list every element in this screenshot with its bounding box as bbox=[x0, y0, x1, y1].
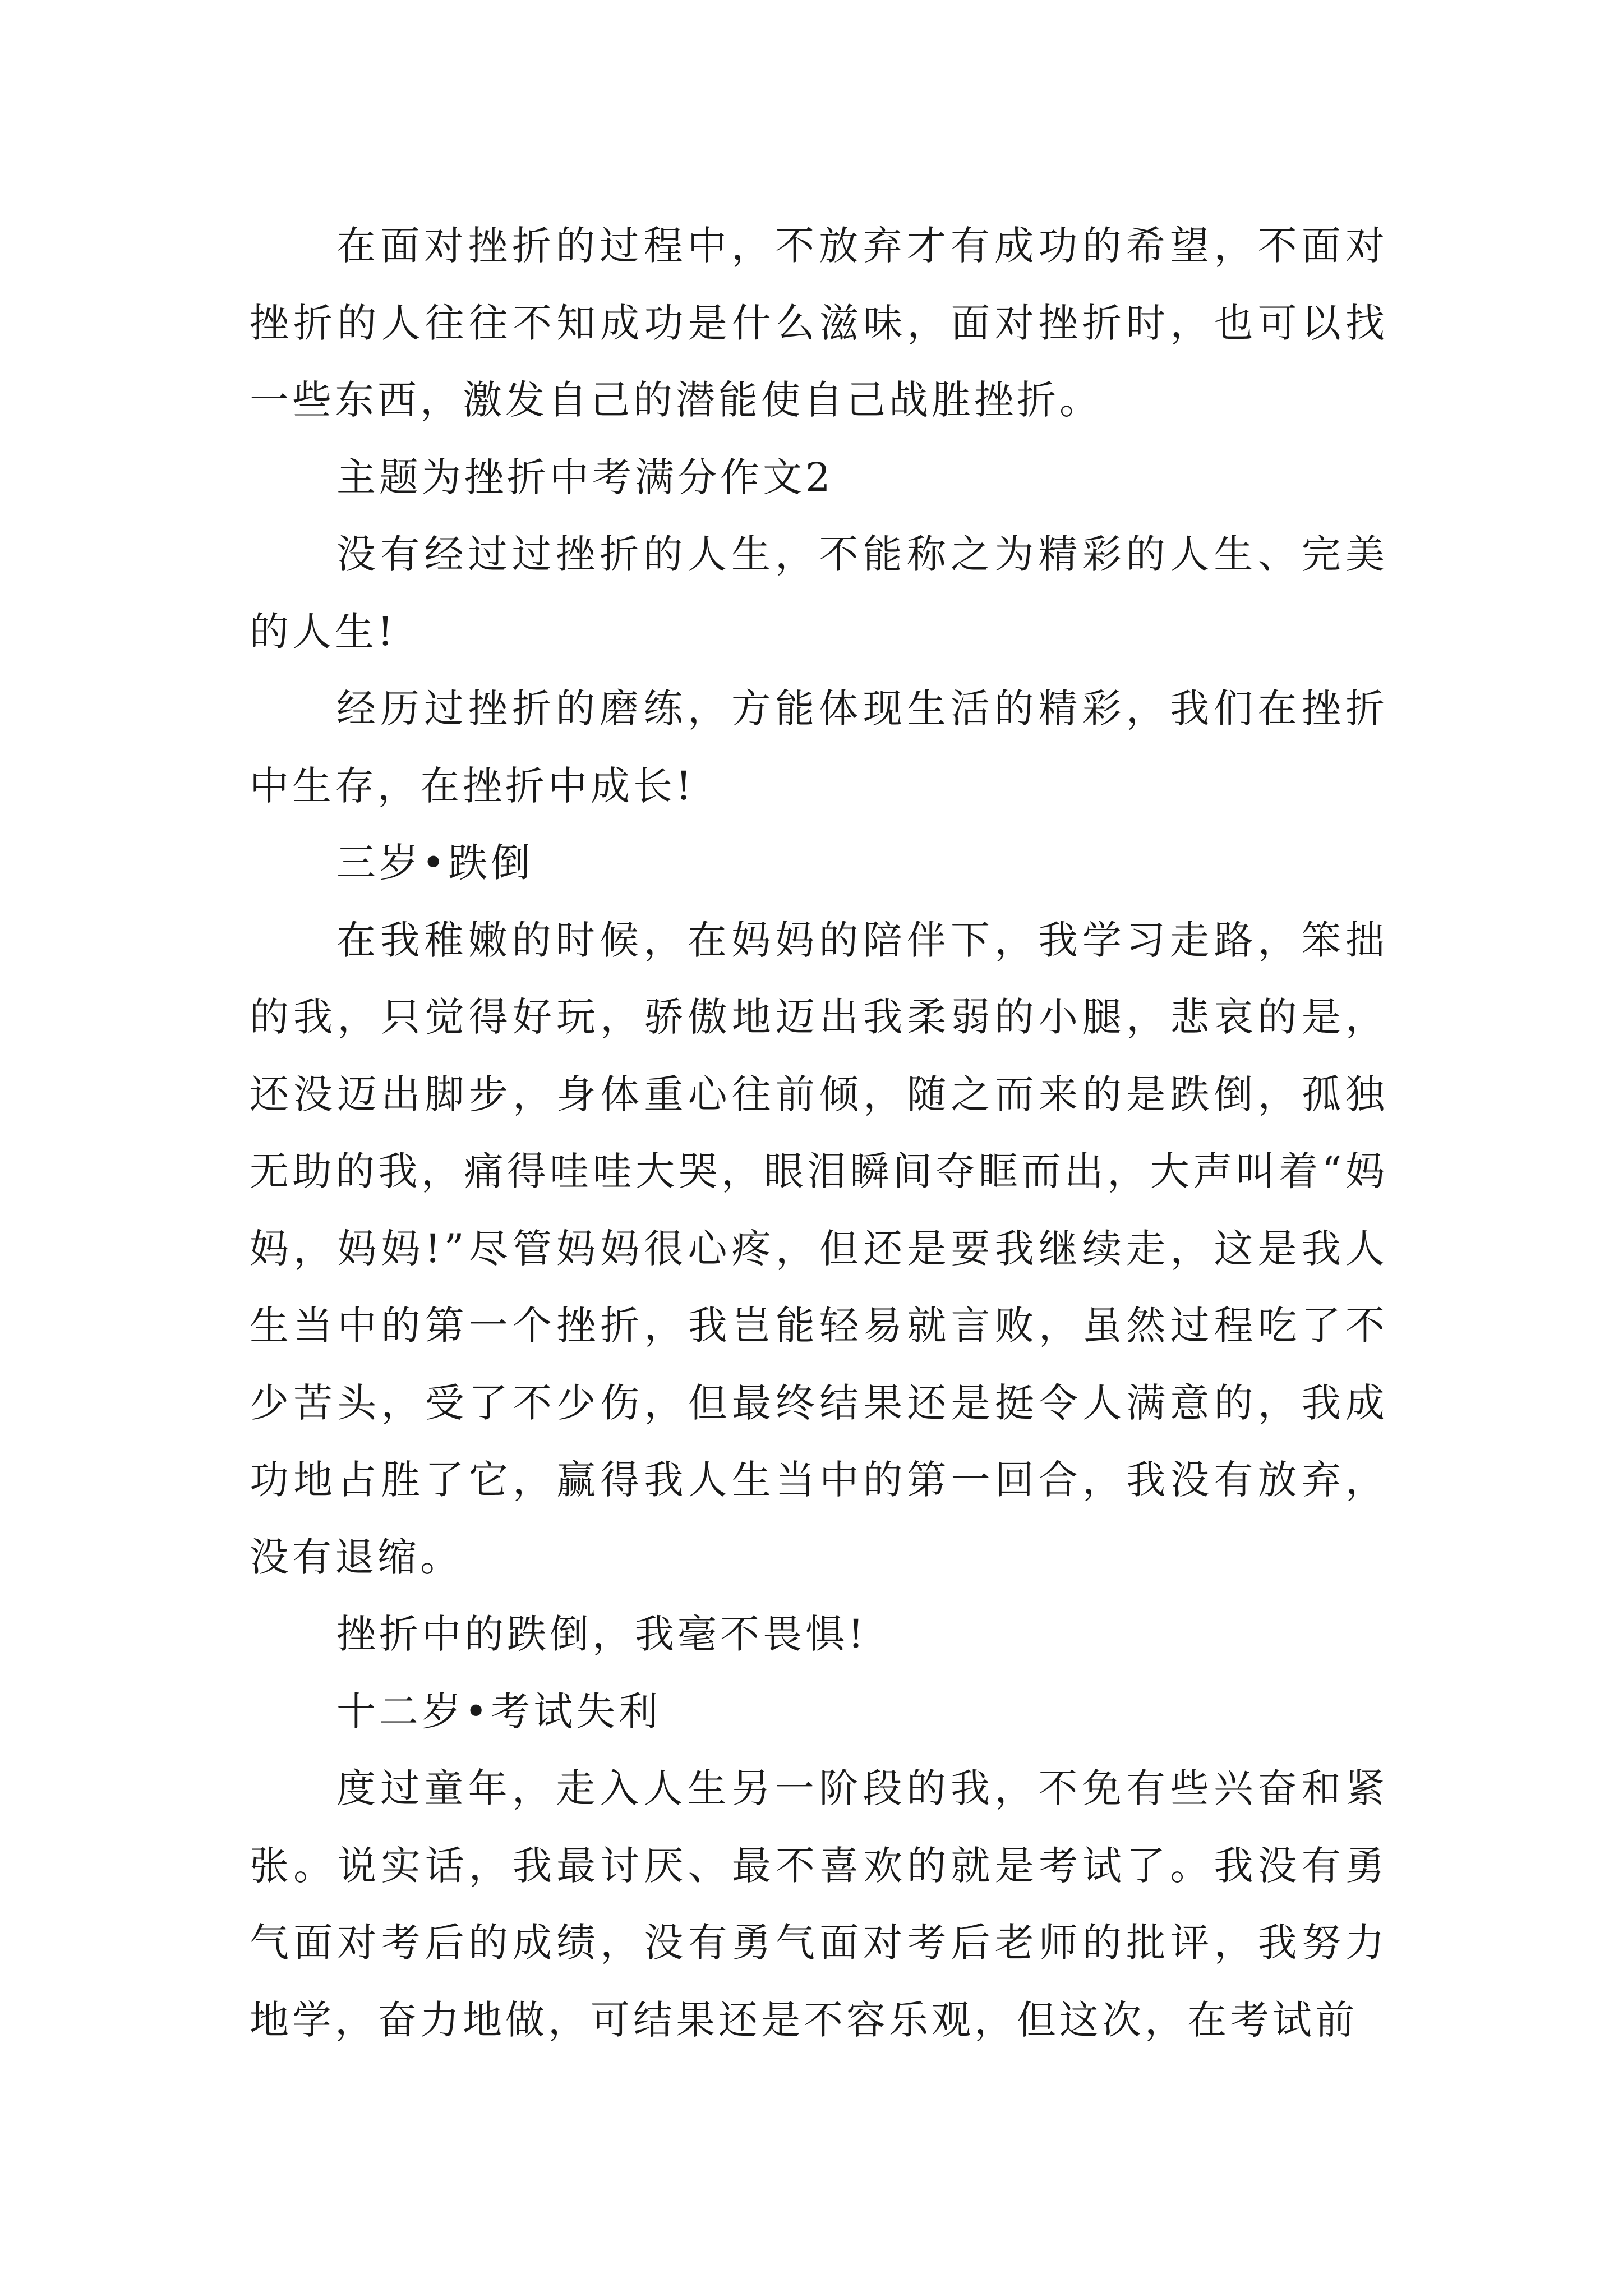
paragraph: 在面对挫折的过程中，不放弃才有成功的希望，不面对挫折的人往往不知成功是什么滋味，面对挫折时，也可以找一些东西，激发自己的潜能使自己战胜挫折。 bbox=[250, 223, 1388, 423]
paragraph: 在我稚嫩的时候，在妈妈的陪伴下，我学习走路，笨拙的我，只觉得好玩，骄傲地迈出我柔弱的小腿，悲哀的是，还没迈出脚步，身体重心往前倾，随之而来的是跌倒，孤独无助的我，痛得哇哇大哭，眼泪瞬间夺眶而出，大声叫着“妈妈，妈妈!”尽管妈妈很心疼，但还是要我继续走，这是我人生当中的第一个挫折，我岂能轻易就言败，虽然过程吃了不少苦头，受了不少伤，但最终结果还是挺令人满意的，我成功地占胜了它，赢得我人生当中的第一回合，我没有放弃，没有退缩。 bbox=[250, 917, 1388, 1580]
subheading: 十二岁•考试失利 bbox=[336, 1688, 662, 1734]
paragraph: 度过童年，走入人生另一阶段的我，不免有些兴奋和紧张。说实话，我最讨厌、最不喜欢的就是考试了。我没有勇气面对考后的成绩，没有勇气面对考后老师的批评，我努力地学，奋力地做，可结果还是不容乐观，但这次，在考试前 bbox=[250, 1765, 1388, 2043]
paragraph: 没有经过过挫折的人生，不能称之为精彩的人生、完美的人生! bbox=[250, 531, 1388, 655]
subheading: 三岁•跌倒 bbox=[336, 840, 534, 886]
paragraph: 挫折中的跌倒，我毫不畏惧! bbox=[336, 1611, 868, 1657]
document-body bbox=[250, 208, 1388, 2059]
section-heading: 主题为挫折中考满分作文2 bbox=[336, 454, 834, 500]
paragraph: 经历过挫折的磨练，方能体现生活的精彩，我们在挫折中生存，在挫折中成长! bbox=[250, 685, 1388, 809]
